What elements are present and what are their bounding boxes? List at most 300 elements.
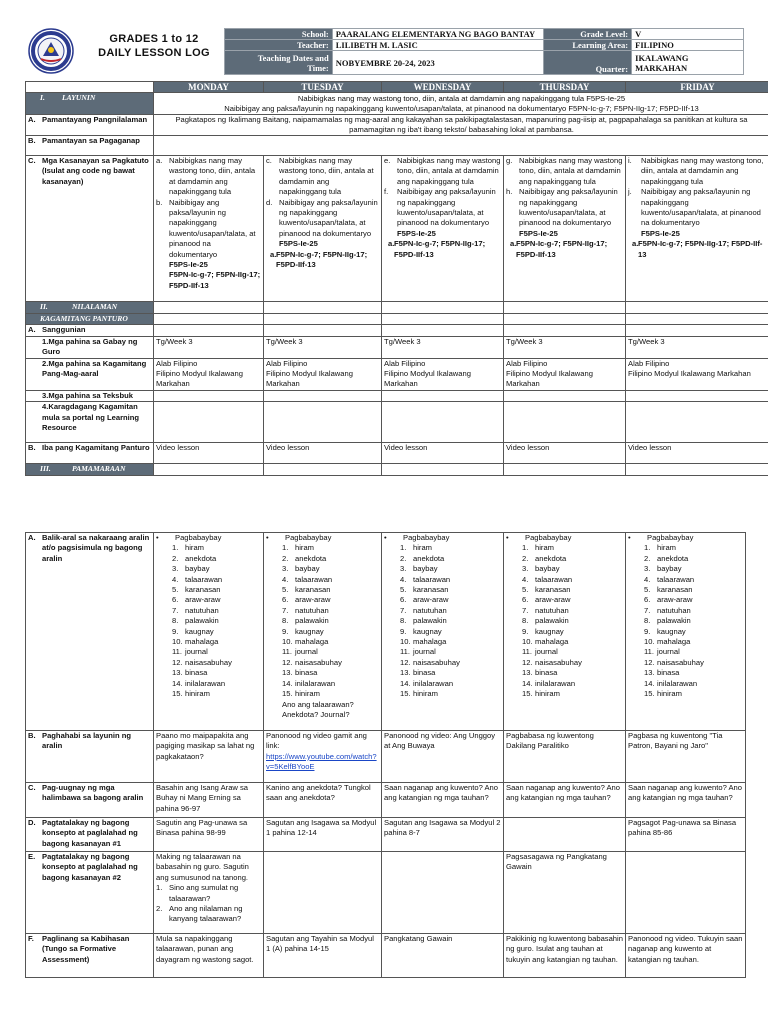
spelling-word <box>506 627 623 637</box>
spelling-word <box>628 595 743 605</box>
kasanayan-friday <box>626 156 768 302</box>
spelling-word-text: natutuhan <box>295 605 329 615</box>
spelling-word <box>506 658 623 668</box>
spelling-word <box>506 606 623 616</box>
spelling-word-text: kaugnay <box>535 626 564 636</box>
spelling-word-number: 12. <box>522 657 533 667</box>
spelling-word <box>156 606 261 616</box>
spelling-word-text: journal <box>535 647 558 657</box>
spelling-word-number: 8. <box>172 616 179 626</box>
pagbabaybay-bullet <box>384 533 501 543</box>
spelling-word-text: kaugnay <box>413 626 442 636</box>
iba-pang-kagamitan-wednesday: Video lesson <box>382 443 504 464</box>
sanggunian-wednesday <box>382 325 504 336</box>
spelling-word-number: 5. <box>400 585 407 595</box>
spelling-word-text: talaarawan <box>535 574 573 584</box>
spelling-word-number: 15. <box>172 689 183 699</box>
pagbabaybay-bullet <box>266 533 379 543</box>
pagtatalakay-2-monday <box>154 852 264 934</box>
kasanayan-text: Mga Kasanayan sa Pagkatuto (Isulat ang code ng bawat kasanayan) <box>42 156 149 186</box>
kagamitan-book: Alab Filipino <box>156 358 198 368</box>
spelling-word-number: 11. <box>282 647 292 657</box>
pamamaraan-heading <box>26 464 154 475</box>
balik-aral-wednesday <box>382 533 504 731</box>
spelling-word-text: karanasan <box>295 585 331 595</box>
layunin-objectives <box>154 93 768 115</box>
spelling-word <box>384 585 501 595</box>
spelling-word <box>266 627 379 637</box>
spelling-word-text: naisasabuhay <box>185 657 232 667</box>
spelling-word-number: 11. <box>400 647 410 657</box>
pagtatalakay-2-monday-intro: Making ng talaarawan na babasahin ng guro. Sagutin ang sumusunod na tanong. <box>156 852 249 882</box>
kagamitan-module: Filipino Modyul Ikalawang Markahan <box>384 369 471 389</box>
pamamaraan-wednesday <box>382 464 504 475</box>
spelling-word-text: anekdota <box>413 553 445 563</box>
spelling-word <box>156 585 261 595</box>
layunin-objective-2: Naibibigay ang paksa/layunin ng napakinggang kuwento/usapan/talata, at pinanood na dokumentaryo F5PN-Ic-g-7; F5PN-IIg-17; F5PD-IIf-13 <box>224 103 699 113</box>
spelling-word-text: binasa <box>413 668 436 678</box>
pagtatalakay-2-question-1 <box>156 883 261 904</box>
question-2-marker: 2. <box>156 904 163 914</box>
spelling-word <box>156 554 261 564</box>
spelling-word-text: araw-araw <box>535 595 571 605</box>
header-info-table <box>224 28 744 75</box>
kasanayan-thursday <box>504 156 626 302</box>
pag-uugnay-key: C. <box>28 783 36 792</box>
kagamitan-book: Alab Filipino <box>628 358 670 368</box>
spelling-word <box>628 647 743 657</box>
spelling-word-number: 5. <box>644 585 651 595</box>
spelling-word-text: mahalaga <box>535 637 569 647</box>
spelling-word <box>384 658 501 668</box>
teacher-value: LILIBETH M. LASIC <box>332 40 544 51</box>
pamantayang-pangnilalaman-label <box>26 115 154 136</box>
spelling-word-text: karanasan <box>657 585 693 595</box>
kasanayan-item-1-text: Nabibigkas nang may wastong tono, diin, antala at damdamin ang napakinggang tula <box>279 156 374 197</box>
spelling-word-text: anekdota <box>535 553 567 563</box>
kasanayan-item-2 <box>156 198 261 271</box>
kasanayan-item-2-marker: h. <box>506 187 513 197</box>
pagtatalakay-2-tuesday <box>264 852 382 934</box>
kagamitang-panturo-wednesday <box>382 314 504 325</box>
spelling-word-text: anekdota <box>657 553 689 563</box>
spelling-word <box>506 637 623 647</box>
spelling-word <box>156 595 261 605</box>
spelling-word-number: 7. <box>400 605 407 615</box>
gabay-guro-thursday: Tg/Week 3 <box>504 336 626 358</box>
spelling-word-number: 3. <box>522 564 529 574</box>
iba-pang-kagamitan-monday: Video lesson <box>154 443 264 464</box>
spelling-word-number: 13. <box>522 668 533 678</box>
spelling-word-number: 8. <box>522 616 529 626</box>
spelling-word-text: kaugnay <box>295 626 324 636</box>
nilalaman-thursday <box>504 302 626 314</box>
kasanayan-monday <box>154 156 264 302</box>
spelling-word-number: 2. <box>282 553 289 563</box>
spelling-word <box>156 647 261 657</box>
kagamitang-mag-aaral-monday <box>154 358 264 390</box>
teaching-dates-label-2: Time: <box>307 62 329 73</box>
spelling-word-number: 14. <box>400 678 411 688</box>
spelling-word-text: hiram <box>295 543 314 553</box>
pamantayan-pagganap-text: Pamantayan sa Pagaganap <box>42 136 140 145</box>
karagdagang-kagamitan-friday <box>626 402 768 443</box>
spelling-word-text: talaarawan <box>295 574 333 584</box>
kagamitang-mag-aaral-thursday <box>504 358 626 390</box>
learning-area-value: FILIPINO <box>632 40 744 51</box>
pamantayang-pangnilalaman-text: Pamantayang Pangnilalaman <box>42 115 148 124</box>
spelling-word <box>156 668 261 678</box>
day-header-wednesday: WEDNESDAY <box>382 82 504 93</box>
paghahabi-monday: Paano mo maipapakita ang pagiging masikap sa lahat ng pagkakataon? <box>154 731 264 783</box>
spelling-word-text: hiniram <box>295 689 320 699</box>
kasanayan-item-1 <box>506 156 623 187</box>
karagdagang-kagamitan-thursday <box>504 402 626 443</box>
spelling-word-number: 2. <box>644 553 651 563</box>
pagtatalakay-1-tuesday: Sagutan ang Isagawa sa Modyul 1 pahina 12-14 <box>264 818 382 852</box>
spelling-word-text: naisasabuhay <box>535 657 582 667</box>
spelling-word-number: 6. <box>644 595 651 605</box>
spelling-word-number: 5. <box>522 585 529 595</box>
pag-uugnay-label <box>26 783 154 818</box>
paghahabi-tuesday-text: Panonood ng video gamit ang link: <box>266 731 367 751</box>
pagtatalakay-2-thursday: Pagsasagawa ng Pangkatang Gawain <box>504 852 626 934</box>
spelling-word-text: mahalaga <box>185 637 219 647</box>
spelling-word <box>266 616 379 626</box>
kasanayan-item-2 <box>384 187 501 239</box>
kasanayan-item-3 <box>628 239 767 260</box>
pamamaraan-friday <box>626 464 768 475</box>
teksbuk-thursday <box>504 390 626 401</box>
spelling-word-number: 9. <box>282 626 289 636</box>
spelling-word <box>384 668 501 678</box>
karagdagang-kagamitan-wednesday <box>382 402 504 443</box>
spelling-word-text: baybay <box>657 564 682 574</box>
pamamaraan-tuesday <box>264 464 382 475</box>
kasanayan-item-2-body <box>397 187 501 239</box>
spelling-word-number: 14. <box>282 678 293 688</box>
pagbabaybay-bullet <box>156 533 261 543</box>
kasanayan-item-2-body <box>641 187 767 239</box>
kasanayan-item-2-text: Naibibigay ang paksa/layunin ng napakinggang kuwento/usapan/talata, at pinanood na dokumentaryo <box>397 187 496 228</box>
spelling-word-text: mahalaga <box>657 637 691 647</box>
kasanayan-code-2: F5PN-Ic-g-7; F5PN-IIg-17; F5PD-IIf-13 <box>394 239 486 259</box>
iba-pang-kagamitan-label <box>26 443 154 464</box>
paglinang-monday: Mula sa napakinggang talaarawan, punan ang dayagram ng wastong sagot. <box>154 934 264 978</box>
spelling-word-text: palawakin <box>295 616 329 626</box>
kagamitang-panturo-monday <box>154 314 264 325</box>
spelling-word-text: hiniram <box>185 689 210 699</box>
lesson-log-table-page-2 <box>25 532 746 978</box>
spelling-word-number: 8. <box>282 616 289 626</box>
spelling-word-number: 4. <box>522 574 529 584</box>
pag-uugnay-friday: Saan naganap ang kuwento? Ano ang katangian ng mga tauhan? <box>626 783 746 818</box>
spelling-word-number: 10. <box>400 637 411 647</box>
spelling-word-text: araw-araw <box>413 595 449 605</box>
kagamitang-panturo-friday <box>626 314 768 325</box>
kasanayan-item-2-body <box>279 198 379 250</box>
spelling-word-number: 6. <box>282 595 289 605</box>
kagamitan-module: Filipino Modyul Ikalawang Markahan <box>628 369 751 379</box>
spelling-word-number: 8. <box>400 616 407 626</box>
layunin-heading <box>26 93 154 115</box>
pamantayan-pagganap-key: B. <box>28 136 36 145</box>
sanggunian-text: Sanggunian <box>42 325 86 335</box>
spelling-word <box>266 543 379 553</box>
spelling-word <box>506 595 623 605</box>
paglinang-friday: Panonood ng video. Tukuyin saan naganap ang kuwento at katangian ng tauhan. <box>626 934 746 978</box>
spelling-word-number: 1. <box>400 543 407 553</box>
karagdagang-kagamitan-tuesday <box>264 402 382 443</box>
spelling-word-number: 10. <box>282 637 293 647</box>
spelling-word <box>156 637 261 647</box>
paghahabi-key: B. <box>28 731 36 740</box>
spelling-word-text: anekdota <box>185 553 217 563</box>
sanggunian-tuesday <box>264 325 382 336</box>
paghahabi-wednesday: Panonood ng video: Ang Unggoy at Ang Buwaya <box>382 731 504 783</box>
balik-aral-text: Balik-aral sa nakaraang aralin at/o pagsisimula ng bagong aralin <box>42 533 150 563</box>
spelling-word <box>266 647 379 657</box>
spelling-word-text: karanasan <box>413 585 449 595</box>
bullet-dot: • <box>266 533 269 542</box>
pamamaraan-label: PAMAMARAAN <box>72 464 126 474</box>
nilalaman-tuesday <box>264 302 382 314</box>
spelling-word-number: 2. <box>400 553 407 563</box>
spelling-word-number: 13. <box>172 668 183 678</box>
kasanayan-code-1: F5PS-Ie-25 <box>279 239 318 249</box>
quarter-label: Quarter: <box>544 51 632 75</box>
balik-aral-tuesday-questions: Ano ang talaarawan? Anekdota? Journal? <box>282 699 354 719</box>
kasanayan-item-1-text: Nabibigkas nang may wastong tono, diin, antala at damdamin ang napakinggang tula <box>169 156 256 197</box>
spelling-word-text: baybay <box>413 564 438 574</box>
day-header-friday: FRIDAY <box>626 82 768 93</box>
paglinang-key: F. <box>28 934 34 943</box>
pagbabaybay-bullet <box>628 533 743 543</box>
spelling-word-text: palawakin <box>185 616 219 626</box>
kasanayan-code-2: F5PN-Ic-g-7; F5PN-IIg-17; F5PD-IIf-13 <box>276 249 368 270</box>
spelling-word <box>156 658 261 668</box>
kasanayan-item-1-text: Nabibigkas nang may wastong tono, diin, antala at damdamin ang napakinggang tula <box>519 156 623 186</box>
kasanayan-item-2-text: Naibibigay ang paksa/layunin ng napakinggang kuwento/usapan/talata, at pinanood na dokumentaryo <box>519 187 618 228</box>
spelling-word-text: hiram <box>657 543 676 553</box>
grade-level-label: Grade Level: <box>544 29 632 40</box>
sanggunian-key: A. <box>28 325 36 335</box>
pamantayang-pangnilalaman-value: Pagkatapos ng Ikalimang Baitang, naipamamalas ng mag-aaral ang kakayahan sa pakikipagtalastasan, mapanuring pag-iisip at, pagpapahalaga sa panitikan at kultura sa pamamagitan ng iba't ibang teksto/ babasahing lokal at pambansa. <box>154 115 768 136</box>
pamantayan-pagganap-label <box>26 136 154 156</box>
teacher-label: Teacher: <box>225 40 333 51</box>
spelling-word-text: binasa <box>295 668 318 678</box>
spelling-word-text: natutuhan <box>657 605 691 615</box>
spelling-word-text: palawakin <box>413 616 447 626</box>
pagtatalakay-1-text: Pagtatalakay ng bagong konsepto at paglalahad ng bagong kasanayan #1 <box>42 818 138 848</box>
spelling-word-text: karanasan <box>535 585 571 595</box>
kasanayan-item-1-text: Nabibigkas nang may wastong tono, diin, antala at damdamin ang napakinggang tula <box>641 156 764 186</box>
kasanayan-item-1-marker: c. <box>266 156 272 165</box>
spelling-word-number: 6. <box>400 595 407 605</box>
kasanayan-item-1-marker: a. <box>156 156 163 165</box>
pagbabaybay-bullet <box>506 533 623 543</box>
kasanayan-item-2-body <box>169 198 261 271</box>
spelling-word-text: baybay <box>535 564 560 574</box>
spelling-word-number: 4. <box>400 574 407 584</box>
kasanayan-item-2 <box>506 187 623 239</box>
kasanayan-item-2-text: Naibibigay ang paksa/layunin ng napakinggang kuwento/usapan/talata, at pinanood na dokumentaryo <box>641 187 761 228</box>
kasanayan-code-1: F5PS-Ie-25 <box>519 228 558 238</box>
spelling-word-number: 4. <box>172 574 179 584</box>
spelling-word <box>384 543 501 553</box>
spelling-word-text: journal <box>295 647 318 657</box>
spelling-word <box>156 627 261 637</box>
day-header-monday: MONDAY <box>154 82 264 93</box>
spelling-word-text: karanasan <box>185 585 221 595</box>
spelling-word-number: 14. <box>172 678 183 688</box>
spelling-word-number: 7. <box>172 605 179 615</box>
spelling-word-text: baybay <box>295 564 320 574</box>
spelling-word <box>506 689 623 699</box>
kasanayan-code-1: F5PS-Ie-25 <box>169 260 208 270</box>
question-1-marker: 1. <box>156 883 163 893</box>
spelling-word-text: hiniram <box>535 689 560 699</box>
spelling-word <box>266 575 379 585</box>
document-title <box>84 32 224 60</box>
spelling-word-number: 9. <box>400 626 407 636</box>
spelling-word <box>628 606 743 616</box>
pagtatalakay-2-key: E. <box>28 852 36 861</box>
pamamaraan-number: III. <box>40 464 51 474</box>
spelling-word-number: 10. <box>172 637 183 647</box>
balik-aral-thursday <box>504 533 626 731</box>
pagbabaybay-label: Pagbabaybay <box>403 533 450 542</box>
pagbabaybay-label: Pagbabaybay <box>285 533 332 542</box>
pagbabaybay-label: Pagbabaybay <box>647 533 694 542</box>
spelling-word-text: binasa <box>535 668 558 678</box>
kasanayan-wednesday <box>382 156 504 302</box>
kagamitang-mag-aaral-tuesday <box>264 358 382 390</box>
spelling-word <box>384 575 501 585</box>
spelling-word <box>628 554 743 564</box>
kasanayan-tuesday <box>264 156 382 302</box>
spelling-word-text: hiram <box>535 543 554 553</box>
spelling-word <box>156 564 261 574</box>
spelling-word <box>266 595 379 605</box>
spelling-word-number: 11. <box>172 647 182 657</box>
pamantayan-pagganap-value <box>154 136 768 156</box>
spelling-word <box>506 575 623 585</box>
spelling-word-number: 10. <box>644 637 655 647</box>
spelling-word <box>156 616 261 626</box>
spelling-word-number: 12. <box>644 657 655 667</box>
kasanayan-item-2-marker: f. <box>384 187 389 197</box>
spelling-word <box>628 679 743 689</box>
teksbuk-label: 3.Mga pahina sa Teksbuk <box>26 390 154 401</box>
gabay-guro-wednesday: Tg/Week 3 <box>382 336 504 358</box>
spelling-word-number: 3. <box>172 564 179 574</box>
teaching-dates-label-1: Teaching Dates and <box>257 52 329 63</box>
spelling-word-number: 2. <box>172 553 179 563</box>
spelling-word <box>266 668 379 678</box>
spelling-word <box>384 616 501 626</box>
spelling-word-text: naisasabuhay <box>413 657 460 667</box>
pagtatalakay-1-friday: Pagsagot Pag-unawa sa Binasa pahina 85-86 <box>626 818 746 852</box>
header <box>24 28 744 74</box>
balik-aral-key: A. <box>28 533 36 542</box>
question-1-text: Sino ang sumulat ng talaarawan? <box>169 883 239 903</box>
kasanayan-item-3-marker: a. <box>632 239 639 249</box>
spelling-word <box>384 627 501 637</box>
spelling-word-text: journal <box>657 647 680 657</box>
kagamitang-mag-aaral-friday <box>626 358 768 390</box>
kasanayan-item-3 <box>384 239 501 260</box>
day-header-thursday: THURSDAY <box>504 82 626 93</box>
layunin-objective-1: Nabibigkas nang may wastong tono, diin, antala at damdamin ang napakinggang tula F5PS-Ie-25 <box>297 94 626 103</box>
spelling-word-number: 3. <box>282 564 289 574</box>
kasanayan-item-2-marker: b. <box>156 197 163 207</box>
kagamitan-book: Alab Filipino <box>266 358 308 368</box>
spelling-word-number: 2. <box>522 553 529 563</box>
paghahabi-label <box>26 731 154 783</box>
spelling-word <box>266 606 379 616</box>
spelling-word-text: mahalaga <box>295 637 329 647</box>
spelling-word-text: natutuhan <box>185 605 219 615</box>
pamantayang-pangnilalaman-key: A. <box>28 115 36 124</box>
kagamitan-module: Filipino Modyul Ikalawang Markahan <box>506 369 593 389</box>
spelling-word <box>384 564 501 574</box>
kagamitan-module: Filipino Modyul Ikalawang Markahan <box>266 369 353 389</box>
nilalaman-wednesday <box>382 302 504 314</box>
spelling-word <box>384 606 501 616</box>
spelling-word-text: araw-araw <box>295 595 331 605</box>
title-line-1: GRADES 1 to 12 <box>109 33 199 45</box>
youtube-video-link[interactable]: https://www.youtube.com/watch?v=5KelfBYooE <box>266 751 377 772</box>
kasanayan-item-3-marker: a. <box>388 239 395 249</box>
gabay-guro-tuesday: Tg/Week 3 <box>264 336 382 358</box>
nilalaman-number: II. <box>40 302 48 311</box>
kasanayan-item-2-marker: j. <box>628 187 632 197</box>
spelling-word-text: baybay <box>185 564 210 574</box>
spelling-word <box>628 637 743 647</box>
paghahabi-text: Paghahabi sa layunin ng aralin <box>42 731 132 751</box>
balik-aral-label <box>26 533 154 731</box>
pagtatalakay-1-thursday <box>504 818 626 852</box>
kasanayan-label <box>26 156 154 302</box>
spelling-word-number: 9. <box>522 626 529 636</box>
day-header-tuesday: TUESDAY <box>264 82 382 93</box>
paglinang-label <box>26 934 154 978</box>
kagamitan-book: Alab Filipino <box>506 358 548 368</box>
kagamitang-panturo-thursday <box>504 314 626 325</box>
spelling-word <box>266 679 379 689</box>
spelling-word-text: araw-araw <box>185 595 221 605</box>
spelling-word <box>628 616 743 626</box>
spelling-word-number: 1. <box>522 543 529 553</box>
paglinang-wednesday: Pangkatang Gawain <box>382 934 504 978</box>
spelling-word-text: hiniram <box>413 689 438 699</box>
spelling-word <box>384 554 501 564</box>
spelling-word <box>628 575 743 585</box>
spelling-word-number: 4. <box>644 574 651 584</box>
bullet-dot: • <box>156 533 159 542</box>
spelling-word-number: 1. <box>172 543 179 553</box>
spelling-word <box>384 595 501 605</box>
pagtatalakay-2-friday <box>626 852 746 934</box>
school-label: School: <box>225 29 333 40</box>
kagamitang-panturo-heading <box>26 314 154 325</box>
bullet-dot: • <box>384 533 387 542</box>
bullet-dot: • <box>628 533 631 542</box>
kasanayan-code-2: F5PN-Ic-g-7; F5PN-IIg-17; F5PD-IIf-13 <box>516 239 608 259</box>
pag-uugnay-thursday: Saan naganap ang kuwento? Ano ang katangian ng mga tauhan? <box>504 783 626 818</box>
kasanayan-item-1-text: Nabibigkas nang may wastong tono, diin, antala at damdamin ang napakinggang tula <box>397 156 501 186</box>
